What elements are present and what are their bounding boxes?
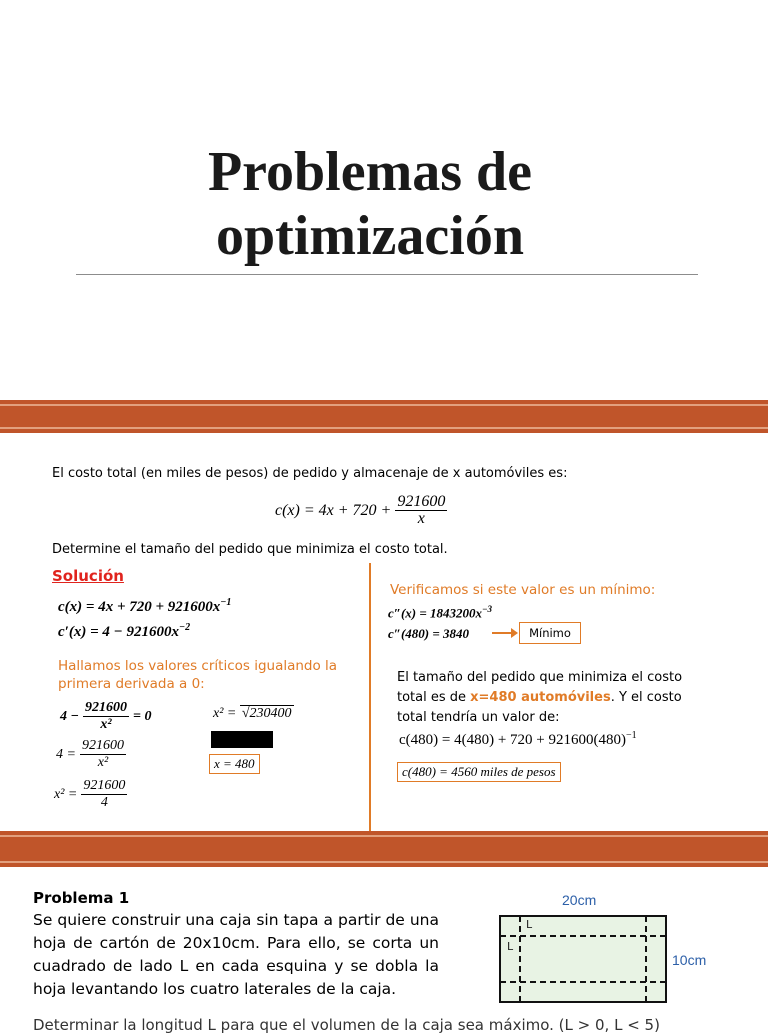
x-result-box: x = 480 — [209, 754, 260, 774]
sqrt-radicand: √230400 — [241, 706, 292, 721]
step2-num: 921600 — [81, 738, 124, 753]
solution-heading: Solución — [52, 567, 124, 585]
second-derivative-exp: −3 — [482, 604, 492, 614]
question-text: Determine el tamaño del pedido que minimiza el costo total. — [52, 542, 448, 557]
step3-den: 4 — [100, 795, 108, 810]
fraction-denominator: x — [417, 510, 425, 527]
redacted-block — [211, 731, 273, 748]
height-label: 10cm — [672, 952, 707, 968]
title-divider — [76, 274, 698, 275]
first-derivative-exp: −2 — [179, 622, 191, 633]
step1-den: x² — [100, 717, 112, 732]
cost-function-exp: −1 — [220, 597, 232, 608]
minimo-box: Mínimo — [519, 622, 581, 644]
slide-title — [0, 140, 740, 268]
second-derivative-text: c″(x) = 1843200x — [388, 605, 483, 621]
cost-480-text: c(480) = 4(480) + 720 + 921600(480) — [399, 732, 627, 748]
conclusion-highlight: x=480 automóviles — [470, 690, 611, 705]
sqrt-lhs: x² = — [213, 706, 237, 721]
critical-step-3 — [54, 778, 127, 811]
cost-function-text: c(x) = 4x + 720 + 921600x — [58, 599, 221, 615]
problem-body: Se quiere construir una caja sin tapa a partir de una hoja de cartón de 20x10cm. Para ello, se corta un cuadrado de lado L en cada esquina y se dobla la hoja levantando los cuatro laterales de la caja. — [33, 911, 439, 998]
critical-step-1 — [60, 700, 151, 733]
cost-equation-fraction — [395, 494, 447, 527]
conclusion-text — [397, 668, 697, 728]
step1-num: 921600 — [84, 700, 127, 715]
title-line-1: Problemas de — [207, 141, 533, 203]
cost-480-equation — [399, 730, 637, 749]
column-divider — [369, 563, 371, 831]
slide-separator-band-1 — [0, 400, 768, 433]
first-derivative — [58, 622, 190, 641]
step3-num: 921600 — [83, 778, 126, 793]
cost-function — [58, 597, 231, 616]
arrow-icon — [492, 632, 516, 634]
sqrt-value: 230400 — [249, 706, 292, 721]
title-line-2: optimización — [216, 205, 524, 267]
sqrt-step — [213, 706, 294, 722]
step2-den: x² — [97, 755, 109, 770]
step1-lhs: 4 − — [60, 708, 79, 724]
step1-rhs: = 0 — [132, 708, 152, 724]
cost-equation — [275, 494, 447, 527]
width-label: 20cm — [562, 892, 597, 908]
step2-lhs: 4 = — [56, 746, 76, 762]
step3-fraction — [81, 778, 127, 811]
label-l-side: L — [507, 940, 514, 953]
slide-separator-band-2 — [0, 831, 768, 867]
intro-text: El costo total (en miles de pesos) de pedido y almacenaje de x automóviles es: — [52, 466, 568, 481]
critical-step-2 — [56, 738, 126, 771]
step3-lhs: x² = — [54, 786, 78, 802]
cost-480-exp: −1 — [626, 730, 637, 741]
problem-task-text: Determinar la longitud L para que el volumen de la caja sea máximo. (L > 0, L < 5) — [33, 1016, 660, 1034]
conclusion-pre: El tamaño del pedido que minimiza el costo total es de — [397, 670, 683, 705]
step2-fraction — [80, 738, 126, 771]
cardboard-diagram — [498, 892, 738, 1012]
conclusion-post: . Y el costo total tendría un valor de: — [397, 690, 682, 725]
second-derivative-480: c″(480) = 3840 — [388, 626, 470, 641]
verify-text: Verificamos si este valor es un mínimo: — [390, 582, 656, 598]
problem-title: Problema 1 — [33, 889, 130, 907]
first-derivative-text: c′(x) = 4 − 921600x — [58, 624, 180, 640]
fraction-numerator: 921600 — [397, 493, 446, 510]
critical-values-text: Hallamos los valores críticos igualando la primera derivada a 0: — [58, 658, 338, 692]
label-l-top: L — [526, 918, 533, 931]
step1-fraction — [83, 700, 129, 733]
cost-480-result-box: c(480) = 4560 miles de pesos — [397, 762, 561, 782]
second-derivative — [388, 604, 492, 621]
cost-equation-lhs: c(x) = 4x + 720 + — [275, 501, 392, 519]
